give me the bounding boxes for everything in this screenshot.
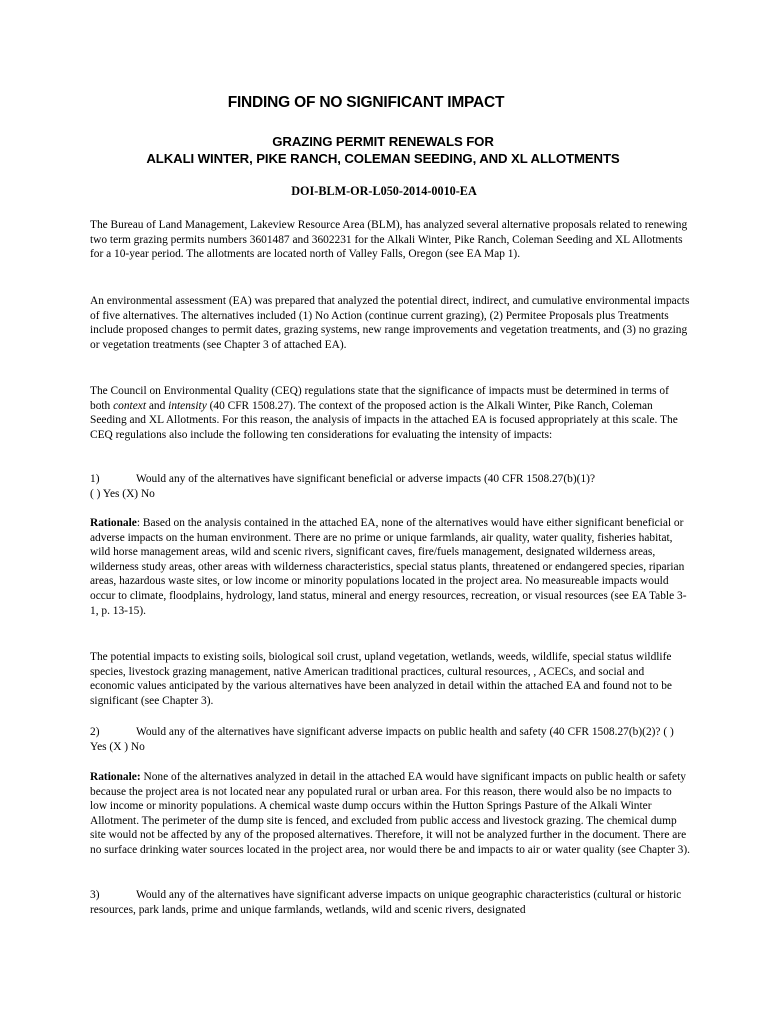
question-1-number: 1) — [90, 473, 100, 485]
question-1 — [90, 472, 690, 501]
question-3-text: Would any of the alternatives have significant adverse impacts on unique geographic characteristics (cultural or historic resources, park lands, prime and unique farmlands, wetlands, wild and scenic rivers, designated — [90, 889, 682, 916]
question-3 — [90, 888, 690, 917]
document-id: DOI-BLM-OR-L050-2014-0010-EA — [291, 184, 477, 198]
question-1-answer: ( ) Yes (X) No — [90, 487, 155, 500]
rationale-2 — [90, 770, 690, 858]
ceq-text-2: and — [146, 399, 169, 412]
rationale-1-label: Rationale — [90, 517, 137, 529]
document-title: FINDING OF NO SIGNIFICANT IMPACT — [227, 94, 505, 111]
question-1-text: Would any of the alternatives have significant beneficial or adverse impacts (40 CFR 1508.27(b)(1)? — [136, 473, 595, 485]
ea-paragraph: An environmental assessment (EA) was prepared that analyzed the potential direct, indirect, and cumulative environmental impacts of five alternatives. The alternatives included (1) No Action (continue current grazing), (2) Permitee Proposals plus Treatments include proposed changes to permit dates, grazing systems, new range improvements and vegetation treatments, and (3) no grazing or vegetation treatments (see Chapter 3 of attached EA). — [90, 295, 690, 351]
question-2-text: Would any of the alternatives have significant adverse impacts on public health and safety (40 CFR 1508.27(b)(2)? ( ) Yes (X ) No — [90, 726, 674, 753]
question-2-number: 2) — [90, 726, 100, 738]
document-subtitle-line1: GRAZING PERMIT RENEWALS FOR — [272, 134, 494, 149]
rationale-2-text: None of the alternatives analyzed in detail in the attached EA would have significant impacts on public health or safety because the project area is not located near any populated rural or urban area. For this reason, there would also be no impacts to low income or minority populations. A chemical waste dump occurs within the Hutton Springs Pasture of the Alkali Winter Allotment. The perimeter of the dump site is fenced, and excluded from public access and livestock grazing. The chemical dump site would not be affected by any of the proposed alternatives. Therefore, it will not be analyzed further in the document. There are no surface drinking water sources located in the project area, nor would there be and impacts to air or water quality (see Chapter 3). — [90, 771, 690, 856]
ceq-text-3: (40 CFR 1508.27). The context of the proposed action is the Alkali Winter, Pike Ranch, Coleman Seeding and XL Allotments. For this reason, the analysis of impacts in the attached EA is focused appropriately at this scale. The CEQ regulations also include the following ten considerations for evaluating the intensity of impacts: — [90, 399, 678, 441]
ceq-context-term: context — [113, 399, 146, 412]
potential-impacts-paragraph: The potential impacts to existing soils, biological soil crust, upland vegetation, wetlands, weeds, wildlife, special status wildlife species, livestock grazing management, native American traditional practices, cultural resources, , ACECs, and social and economic values anticipated by the various alternatives have been analyzed in detail within the attached EA and found not to be significant (see Chapter 3). — [90, 651, 672, 707]
rationale-2-label: Rationale: — [90, 771, 141, 783]
rationale-1 — [90, 516, 690, 618]
question-3-number: 3) — [90, 889, 100, 901]
ceq-paragraph — [90, 384, 690, 442]
document-subtitle-line2: ALKALI WINTER, PIKE RANCH, COLEMAN SEEDING, AND XL ALLOTMENTS — [146, 151, 620, 166]
question-2 — [90, 725, 690, 754]
intro-paragraph: The Bureau of Land Management, Lakeview Resource Area (BLM), has analyzed several alternative proposals related to renewing two term grazing permits numbers 3601487 and 3602231 for the Alkali Winter, Pike Ranch, Coleman Seeding and XL Allotments for a 10-year period. The allotments are located north of Valley Falls, Oregon (see EA Map 1). — [90, 219, 688, 261]
ceq-text-1: The Council on Environmental Quality (CEQ) regulations state that the significance of impacts must be determined in terms of both — [90, 385, 669, 412]
ceq-intensity-term: intensity — [168, 399, 207, 412]
rationale-1-text: : Based on the analysis contained in the attached EA, none of the alternatives would have either significant beneficial or adverse impacts on the human environment. There are no prime or unique farmlands, air quality, water quality, fisheries habitat, wild horse management areas, wild and scenic rivers, significant caves, fire/fuels management, designated wilderness areas, wilderness study areas, other areas with wilderness characteristics, special status plants, threatened or endangered species, riparian areas, hazardous waste sites, or low income or minority populations located in the project area. No measureable impacts would occur to climate, floodplains, hydrology, land status, mineral and energy resources, recreation, or visual resources (see EA Table 3-1, p. 13-15). — [90, 517, 687, 617]
